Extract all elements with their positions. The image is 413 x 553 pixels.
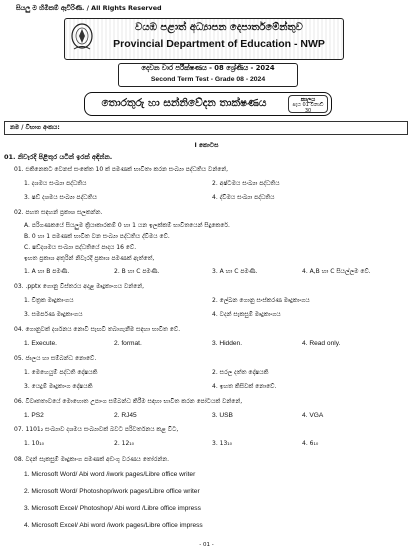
name-label: නම / විභාග අංකය: <box>10 124 60 131</box>
answer-option[interactable]: 1. A හා B පමණි. <box>24 268 70 275</box>
rights-notice: සියලු ම හිමිකම් ඇවිරිණි. / All Rights Reserved <box>16 4 162 12</box>
answer-option[interactable]: 3. USB <box>212 412 233 419</box>
emblem-icon <box>70 22 94 52</box>
answer-option[interactable]: 3. සමර්පණ මෘදුකාංගය <box>24 311 83 318</box>
answer-option[interactable]: 4. A,B හා C සියල්ලම වේ. <box>302 268 371 275</box>
answer-option[interactable]: 2. Microsoft Word/ Photoshop/iwork pages/Libre office writer <box>24 488 200 495</box>
department-name-english: Provincial Department of Education - NWP <box>113 38 325 50</box>
answer-option[interactable]: 1. මෙහෙයුම් පද්ධති දෝෂයකි <box>24 369 98 376</box>
answer-option[interactable]: 3. 13₁₀ <box>212 440 233 447</box>
part-label: I කොටස <box>194 142 219 149</box>
answer-option[interactable]: 2. RJ45 <box>114 412 137 419</box>
answer-option[interactable]: 3. යෙදුම් මෘදුකාංග දෝෂයකි <box>24 383 93 390</box>
time-box <box>288 95 328 113</box>
page-number: - 01 - <box>199 542 214 548</box>
answer-option[interactable]: 1. දශමය සංඛ්‍යා පද්ධතිය <box>24 180 87 187</box>
statement: C. ෂඩ්දශමය සංඛ්‍යා පද්ධතියේ පාදය 16 වේ. <box>24 244 137 251</box>
answer-option[interactable]: 2. format. <box>114 340 142 347</box>
subject-title: තොරතුරු හා සන්නිවේදන තාක්ෂණය <box>101 97 267 109</box>
name-field[interactable] <box>4 121 408 135</box>
test-title-sinhala: දෙවන වාර පරීක්ෂණය - 08 ශ්‍රේණිය - 2024 <box>141 64 275 72</box>
answer-option[interactable]: 4. VGA <box>302 412 324 419</box>
question-stem: 04. ගොනුවක් දර්ශනය නොවී සැඟවී තබාගැනීම සඳහා භාවිත වේ. <box>14 326 181 333</box>
answer-option[interactable]: 1. චිත්‍රක මෘදුකාංගය <box>24 297 74 304</box>
answer-option[interactable]: 1. 10₁₀ <box>24 440 45 447</box>
answer-option[interactable]: 3. A හා C පමණි. <box>212 268 258 275</box>
answer-option[interactable]: 3. ෂඩ් දශමය සංඛ්‍යා පද්ධතිය <box>24 194 97 201</box>
answer-option[interactable]: 2. සරල දත්ත දෝෂයකි <box>212 369 269 376</box>
answer-option[interactable]: 3. Hidden. <box>212 340 243 347</box>
answer-option[interactable]: 4. Microsoft Excel/ Abi word /iwork pages/Libre office impress <box>24 522 203 529</box>
instruction: 01. නිවැරදි පිළිතුර යටින් ඉරක් අඳින්න. <box>4 153 113 161</box>
question-stem: 08. වදන් සැකසුම් මෘදුකාංග පමණක් අඩංගු වරණය තෝරන්න. <box>14 456 169 463</box>
answer-option[interactable]: 4. වදන් සැකසුම් මෘදුකාංගය <box>212 311 281 318</box>
question-stem: 05. ජාලය හා සම්බන්ධ නොවේ. <box>14 355 97 362</box>
answer-option[interactable]: 4. ද්විමය සංඛ්‍යා පද්ධතිය <box>212 194 275 201</box>
test-title-english: Second Term Test - Grade 08 - 2024 <box>150 76 266 83</box>
statement: A. පරිගණකයේ සියලුම ක්‍රියාකාරකම් 0 හා 1 යන ඉලක්කම් භාවිතයෙන් සිදුකෙරේ. <box>24 222 230 229</box>
statement: B. 0 හා 1 පමණක් භාවිත වන සංඛ්‍යා පද්ධතිය ද්විමය වේ. <box>24 233 170 240</box>
question-stem: 02. පහත සඳහන් ප්‍රකාශ සලකන්න. <box>14 209 103 216</box>
answer-option[interactable]: 2. 12₁₀ <box>114 440 135 447</box>
answer-option[interactable]: 4. Read only. <box>302 340 341 347</box>
question-stem: 03. .pptx ගොනු විස්තරය අදාළ මෘදුකාංගය වන්නේ, <box>14 283 144 290</box>
answer-option[interactable]: 1. Microsoft Word/ Abi word /iwork pages/Libre office writer <box>24 471 196 478</box>
answer-option[interactable]: 3. Microsoft Excel/ Photoshop/ Abi word /Libre office impress <box>24 505 201 512</box>
time-value: පැය 01 විනාඩි 30 <box>292 102 324 115</box>
answer-option[interactable]: 2. ලේඛන ගොනු සංස්කරණ මෘදුකාංගය <box>212 297 310 304</box>
department-name-sinhala: වයඹ පළාත් අධ්‍යාපන දෙපාර්තමේන්තුව <box>135 22 303 33</box>
answer-option[interactable]: 1. PS2 <box>24 412 44 419</box>
time-label: කාලය <box>300 97 316 103</box>
question-stem: 01. එකිනෙකට වෙනස් සංකේත 10 ක් පමණක් භාවිතා කරන සංඛ්‍යා පද්ධතිය වන්නේ, <box>14 166 229 173</box>
question-stem: 06. විවෘතතාවයේ මොහොත උපාංග සම්බන්ධ කිරීම සඳහා භාවිත කරන පෝටයක් වන්නේ, <box>14 398 243 405</box>
answer-option[interactable]: 2. B හා C පමණි. <box>114 268 160 275</box>
question-stem: 07. 1101₂ සංඛ්‍යාව දශමය සංඛ්‍යාවක් බවට පරිවර්තනය කළ විට, <box>14 426 179 433</box>
question-lead: ඉහත ප්‍රකාශ අතුරින් නිවැරදි ප්‍රකාශ පමණක් ඇත්තේ, <box>24 255 155 262</box>
answer-option[interactable]: 4. 6₁₀ <box>302 440 319 447</box>
answer-option[interactable]: 4. ඉහත කිසිවක් නොවේ. <box>212 383 277 390</box>
answer-option[interactable]: 2. අෂ්ටමය සංඛ්‍යා පද්ධතිය <box>212 180 280 187</box>
answer-option[interactable]: 1. Execute. <box>24 340 57 347</box>
